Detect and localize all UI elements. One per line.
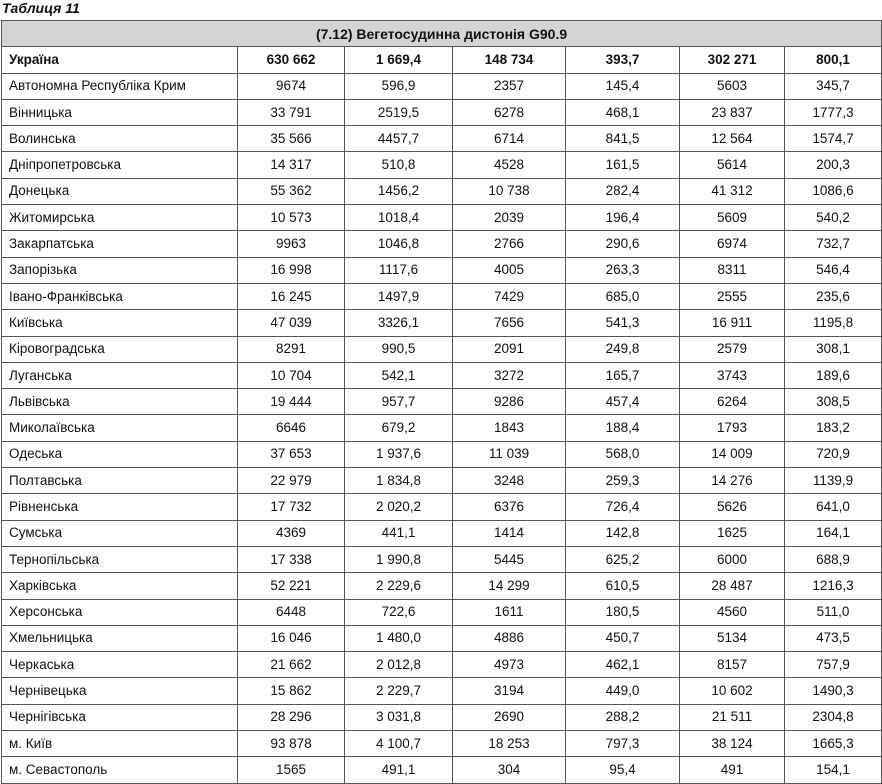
- value-cell: 288,2: [566, 704, 680, 730]
- table-row: [2, 494, 882, 520]
- value-cell: 304: [453, 757, 566, 783]
- region-name: Волинська: [2, 126, 238, 152]
- value-cell: 462,1: [566, 652, 680, 678]
- value-cell: 990,5: [345, 336, 453, 362]
- value-cell: 2 020,2: [345, 494, 453, 520]
- table-title: (7.12) Вегетосудинна дистонія G90.9: [2, 21, 882, 47]
- table-row: [2, 520, 882, 546]
- value-cell: 3743: [680, 362, 785, 388]
- value-cell: 6448: [238, 599, 345, 625]
- value-cell: 21 662: [238, 652, 345, 678]
- value-cell: 22 979: [238, 468, 345, 494]
- table-row: [2, 573, 882, 599]
- value-cell: 546,4: [785, 257, 882, 283]
- value-cell: 33 791: [238, 99, 345, 125]
- region-name: Івано-Франківська: [2, 283, 238, 309]
- table-row: [2, 652, 882, 678]
- value-cell: 52 221: [238, 573, 345, 599]
- region-name: Луганська: [2, 362, 238, 388]
- value-cell: 164,1: [785, 520, 882, 546]
- value-cell: 4528: [453, 152, 566, 178]
- table-row: [2, 231, 882, 257]
- table-row: [2, 257, 882, 283]
- value-cell: 11 039: [453, 441, 566, 467]
- value-cell: 93 878: [238, 731, 345, 757]
- value-cell: 841,5: [566, 126, 680, 152]
- value-cell: 200,3: [785, 152, 882, 178]
- value-cell: 189,6: [785, 362, 882, 388]
- value-cell: 3 031,8: [345, 704, 453, 730]
- table-row: [2, 99, 882, 125]
- value-cell: 23 837: [680, 99, 785, 125]
- value-cell: 196,4: [566, 205, 680, 231]
- value-cell: 510,8: [345, 152, 453, 178]
- region-name: Тернопільська: [2, 546, 238, 572]
- table-row: [2, 73, 882, 99]
- value-cell: 720,9: [785, 441, 882, 467]
- value-cell: 17 338: [238, 546, 345, 572]
- value-cell: 542,1: [345, 362, 453, 388]
- value-cell: 5603: [680, 73, 785, 99]
- value-cell: 2 012,8: [345, 652, 453, 678]
- value-cell: 1611: [453, 599, 566, 625]
- table-body: [2, 21, 882, 784]
- value-cell: 688,9: [785, 546, 882, 572]
- value-cell: 6376: [453, 494, 566, 520]
- value-cell: 4457,7: [345, 126, 453, 152]
- value-cell: 2357: [453, 73, 566, 99]
- value-cell: 797,3: [566, 731, 680, 757]
- value-cell: 757,9: [785, 652, 882, 678]
- value-cell: 1490,3: [785, 678, 882, 704]
- value-cell: 473,5: [785, 625, 882, 651]
- value-cell: 450,7: [566, 625, 680, 651]
- value-cell: 1777,3: [785, 99, 882, 125]
- table-row: [2, 389, 882, 415]
- value-cell: 308,5: [785, 389, 882, 415]
- value-cell: 19 444: [238, 389, 345, 415]
- value-cell: 468,1: [566, 99, 680, 125]
- value-cell: 6974: [680, 231, 785, 257]
- table-row: [2, 362, 882, 388]
- table-row: [2, 441, 882, 467]
- table-title-row: [2, 21, 882, 47]
- value-cell: 188,4: [566, 415, 680, 441]
- value-cell: 2 229,6: [345, 573, 453, 599]
- value-cell: 4 100,7: [345, 731, 453, 757]
- value-cell: 7429: [453, 283, 566, 309]
- table-row: [2, 336, 882, 362]
- value-cell: 6000: [680, 546, 785, 572]
- value-cell: 4973: [453, 652, 566, 678]
- value-cell: 1625: [680, 520, 785, 546]
- value-cell: 14 299: [453, 573, 566, 599]
- value-cell: 541,3: [566, 310, 680, 336]
- value-cell: 308,1: [785, 336, 882, 362]
- value-cell: 2039: [453, 205, 566, 231]
- value-cell: 10 602: [680, 678, 785, 704]
- region-name: Миколаївська: [2, 415, 238, 441]
- value-cell: 2091: [453, 336, 566, 362]
- value-cell: 800,1: [785, 47, 882, 73]
- value-cell: 9674: [238, 73, 345, 99]
- region-name: Львівська: [2, 389, 238, 415]
- value-cell: 1 834,8: [345, 468, 453, 494]
- value-cell: 1216,3: [785, 573, 882, 599]
- table-row: [2, 468, 882, 494]
- region-name: Автономна Республіка Крим: [2, 73, 238, 99]
- value-cell: 142,8: [566, 520, 680, 546]
- value-cell: 12 564: [680, 126, 785, 152]
- value-cell: 290,6: [566, 231, 680, 257]
- value-cell: 457,4: [566, 389, 680, 415]
- value-cell: 14 317: [238, 152, 345, 178]
- value-cell: 641,0: [785, 494, 882, 520]
- value-cell: 449,0: [566, 678, 680, 704]
- value-cell: 679,2: [345, 415, 453, 441]
- value-cell: 8291: [238, 336, 345, 362]
- value-cell: 180,5: [566, 599, 680, 625]
- value-cell: 16 911: [680, 310, 785, 336]
- value-cell: 263,3: [566, 257, 680, 283]
- value-cell: 15 862: [238, 678, 345, 704]
- value-cell: 4886: [453, 625, 566, 651]
- value-cell: 3326,1: [345, 310, 453, 336]
- value-cell: 14 009: [680, 441, 785, 467]
- value-cell: 17 732: [238, 494, 345, 520]
- table-row: [2, 205, 882, 231]
- region-name: Житомирська: [2, 205, 238, 231]
- value-cell: 722,6: [345, 599, 453, 625]
- value-cell: 28 296: [238, 704, 345, 730]
- value-cell: 2690: [453, 704, 566, 730]
- value-cell: 37 653: [238, 441, 345, 467]
- table-row: [2, 152, 882, 178]
- region-name: Полтавська: [2, 468, 238, 494]
- value-cell: 16 998: [238, 257, 345, 283]
- region-name: м. Київ: [2, 731, 238, 757]
- value-cell: 491,1: [345, 757, 453, 783]
- value-cell: 1195,8: [785, 310, 882, 336]
- value-cell: 1843: [453, 415, 566, 441]
- value-cell: 4005: [453, 257, 566, 283]
- value-cell: 5609: [680, 205, 785, 231]
- region-name: Чернівецька: [2, 678, 238, 704]
- value-cell: 16 245: [238, 283, 345, 309]
- value-cell: 625,2: [566, 546, 680, 572]
- value-cell: 1 669,4: [345, 47, 453, 73]
- value-cell: 259,3: [566, 468, 680, 494]
- value-cell: 5614: [680, 152, 785, 178]
- value-cell: 345,7: [785, 73, 882, 99]
- value-cell: 235,6: [785, 283, 882, 309]
- region-name: Хмельницька: [2, 625, 238, 651]
- value-cell: 6264: [680, 389, 785, 415]
- value-cell: 41 312: [680, 178, 785, 204]
- value-cell: 1497,9: [345, 283, 453, 309]
- value-cell: 2304,8: [785, 704, 882, 730]
- value-cell: 726,4: [566, 494, 680, 520]
- value-cell: 2579: [680, 336, 785, 362]
- region-name: Херсонська: [2, 599, 238, 625]
- region-name: Кіровоградська: [2, 336, 238, 362]
- region-name: Україна: [2, 47, 238, 73]
- value-cell: 1086,6: [785, 178, 882, 204]
- value-cell: 4560: [680, 599, 785, 625]
- value-cell: 596,9: [345, 73, 453, 99]
- value-cell: 2 229,7: [345, 678, 453, 704]
- value-cell: 183,2: [785, 415, 882, 441]
- value-cell: 441,1: [345, 520, 453, 546]
- value-cell: 732,7: [785, 231, 882, 257]
- value-cell: 1046,8: [345, 231, 453, 257]
- region-name: Закарпатська: [2, 231, 238, 257]
- table-row: [2, 731, 882, 757]
- table-row: [2, 625, 882, 651]
- value-cell: 18 253: [453, 731, 566, 757]
- value-cell: 8311: [680, 257, 785, 283]
- value-cell: 1574,7: [785, 126, 882, 152]
- value-cell: 7656: [453, 310, 566, 336]
- value-cell: 511,0: [785, 599, 882, 625]
- value-cell: 3248: [453, 468, 566, 494]
- value-cell: 685,0: [566, 283, 680, 309]
- value-cell: 1 990,8: [345, 546, 453, 572]
- value-cell: 249,8: [566, 336, 680, 362]
- value-cell: 1565: [238, 757, 345, 783]
- region-name: Київська: [2, 310, 238, 336]
- value-cell: 1665,3: [785, 731, 882, 757]
- region-name: Донецька: [2, 178, 238, 204]
- table-caption: Таблиця 11: [2, 0, 80, 16]
- value-cell: 10 704: [238, 362, 345, 388]
- region-name: Одеська: [2, 441, 238, 467]
- value-cell: 491: [680, 757, 785, 783]
- value-cell: 1456,2: [345, 178, 453, 204]
- value-cell: 1139,9: [785, 468, 882, 494]
- value-cell: 6278: [453, 99, 566, 125]
- value-cell: 5445: [453, 546, 566, 572]
- value-cell: 5626: [680, 494, 785, 520]
- value-cell: 1117,6: [345, 257, 453, 283]
- value-cell: 1414: [453, 520, 566, 546]
- region-name: м. Севастополь: [2, 757, 238, 783]
- value-cell: 38 124: [680, 731, 785, 757]
- value-cell: 28 487: [680, 573, 785, 599]
- table-row: [2, 283, 882, 309]
- region-name: Харківська: [2, 573, 238, 599]
- value-cell: 35 566: [238, 126, 345, 152]
- value-cell: 14 276: [680, 468, 785, 494]
- table-row: [2, 178, 882, 204]
- table-row: [2, 757, 882, 783]
- value-cell: 6646: [238, 415, 345, 441]
- value-cell: 161,5: [566, 152, 680, 178]
- value-cell: 3194: [453, 678, 566, 704]
- value-cell: 6714: [453, 126, 566, 152]
- value-cell: 55 362: [238, 178, 345, 204]
- value-cell: 10 738: [453, 178, 566, 204]
- value-cell: 957,7: [345, 389, 453, 415]
- value-cell: 21 511: [680, 704, 785, 730]
- region-name: Черкаська: [2, 652, 238, 678]
- value-cell: 165,7: [566, 362, 680, 388]
- value-cell: 610,5: [566, 573, 680, 599]
- table-row: [2, 704, 882, 730]
- region-name: Сумська: [2, 520, 238, 546]
- value-cell: 540,2: [785, 205, 882, 231]
- value-cell: 302 271: [680, 47, 785, 73]
- value-cell: 8157: [680, 652, 785, 678]
- value-cell: 10 573: [238, 205, 345, 231]
- region-name: Запорізька: [2, 257, 238, 283]
- value-cell: 2766: [453, 231, 566, 257]
- value-cell: 630 662: [238, 47, 345, 73]
- table-row: [2, 310, 882, 336]
- data-table: [1, 20, 882, 784]
- value-cell: 1 480,0: [345, 625, 453, 651]
- value-cell: 2555: [680, 283, 785, 309]
- value-cell: 9286: [453, 389, 566, 415]
- value-cell: 4369: [238, 520, 345, 546]
- value-cell: 1793: [680, 415, 785, 441]
- region-name: Вінницька: [2, 99, 238, 125]
- region-name: Рівненська: [2, 494, 238, 520]
- table-row: [2, 126, 882, 152]
- value-cell: 9963: [238, 231, 345, 257]
- table-row: [2, 546, 882, 572]
- value-cell: 145,4: [566, 73, 680, 99]
- total-row: [2, 47, 882, 73]
- table-row: [2, 415, 882, 441]
- table-row: [2, 599, 882, 625]
- value-cell: 568,0: [566, 441, 680, 467]
- value-cell: 95,4: [566, 757, 680, 783]
- value-cell: 5134: [680, 625, 785, 651]
- value-cell: 2519,5: [345, 99, 453, 125]
- value-cell: 148 734: [453, 47, 566, 73]
- table-row: [2, 678, 882, 704]
- value-cell: 1018,4: [345, 205, 453, 231]
- value-cell: 16 046: [238, 625, 345, 651]
- value-cell: 393,7: [566, 47, 680, 73]
- value-cell: 154,1: [785, 757, 882, 783]
- value-cell: 3272: [453, 362, 566, 388]
- value-cell: 1 937,6: [345, 441, 453, 467]
- region-name: Дніпропетровська: [2, 152, 238, 178]
- value-cell: 47 039: [238, 310, 345, 336]
- region-name: Чернігівська: [2, 704, 238, 730]
- value-cell: 282,4: [566, 178, 680, 204]
